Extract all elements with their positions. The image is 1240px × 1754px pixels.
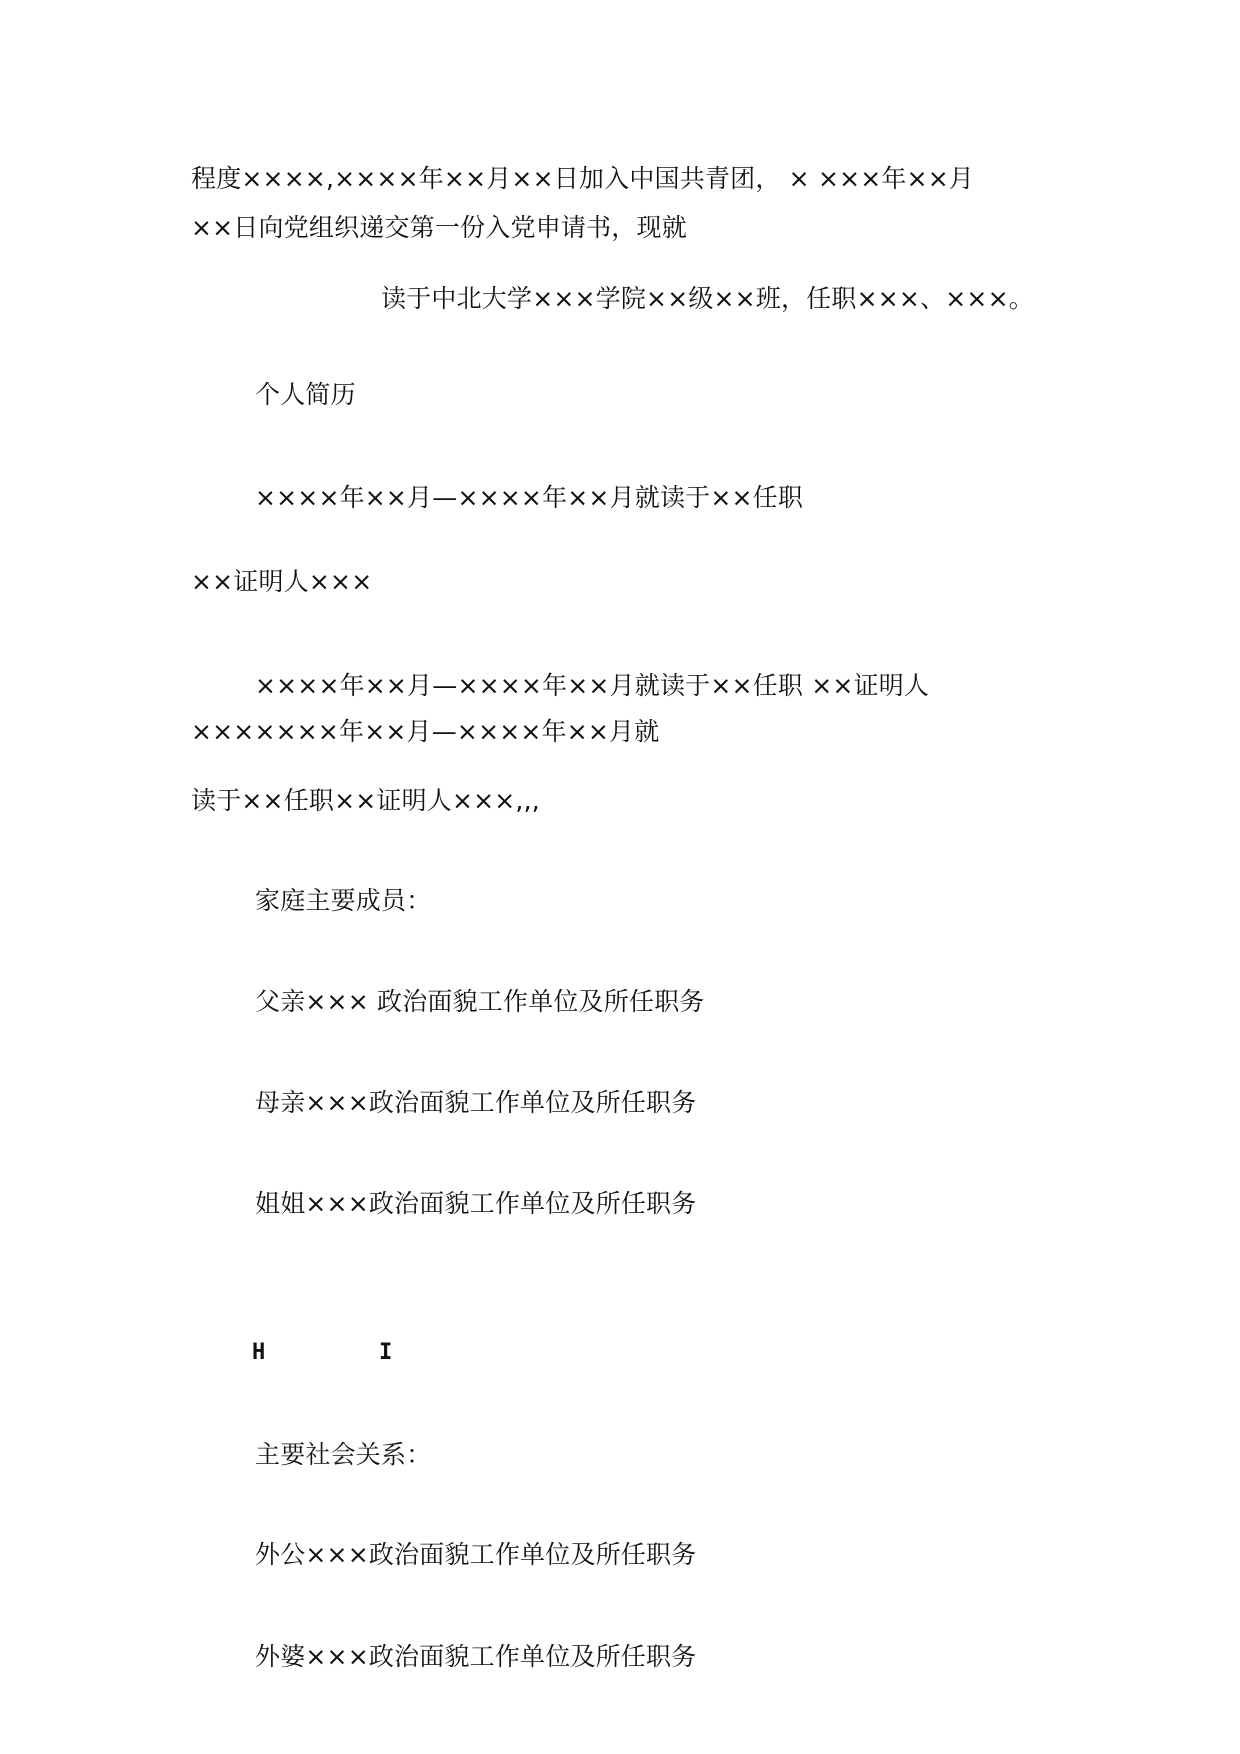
family-mother: 母亲×××政治面貌工作单位及所任职务: [255, 1088, 697, 1117]
social-grandfather: 外公×××政治面貌工作单位及所任职务: [255, 1540, 697, 1569]
paragraph-line-2: ××日向党组织递交第一份入党申请书，现就: [191, 213, 687, 242]
paragraph-line-3: 读于中北大学×××学院××级××班，任职×××、×××。: [381, 284, 1034, 313]
family-sister: 姐姐×××政治面貌工作单位及所任职务: [255, 1189, 697, 1218]
resume-entry-2-line-2: ×××××××年××月—××××年××月就: [191, 717, 660, 746]
resume-entry-1-line-1: ××××年××月—××××年××月就读于××任职: [255, 483, 804, 512]
resume-entry-2-line-3: 读于××任职××证明人×××,,,: [191, 786, 540, 815]
social-grandmother: 外婆×××政治面貌工作单位及所任职务: [255, 1642, 697, 1671]
family-father: 父亲××× 政治面貌工作单位及所任职务: [255, 987, 705, 1016]
stray-mark-i: I: [379, 1340, 393, 1365]
paragraph-line-1: 程度××××,××××年××月××日加入中国共青团， × ×××年××月: [191, 164, 975, 193]
stray-mark-h: H: [252, 1340, 266, 1365]
resume-entry-2-line-1: ××××年××月—××××年××月就读于××任职 ××证明人: [255, 671, 930, 700]
resume-heading: 个人简历: [255, 380, 356, 409]
social-heading: 主要社会关系：: [255, 1440, 432, 1469]
resume-entry-1-line-2: ××证明人×××: [191, 567, 373, 596]
family-heading: 家庭主要成员：: [255, 886, 432, 915]
